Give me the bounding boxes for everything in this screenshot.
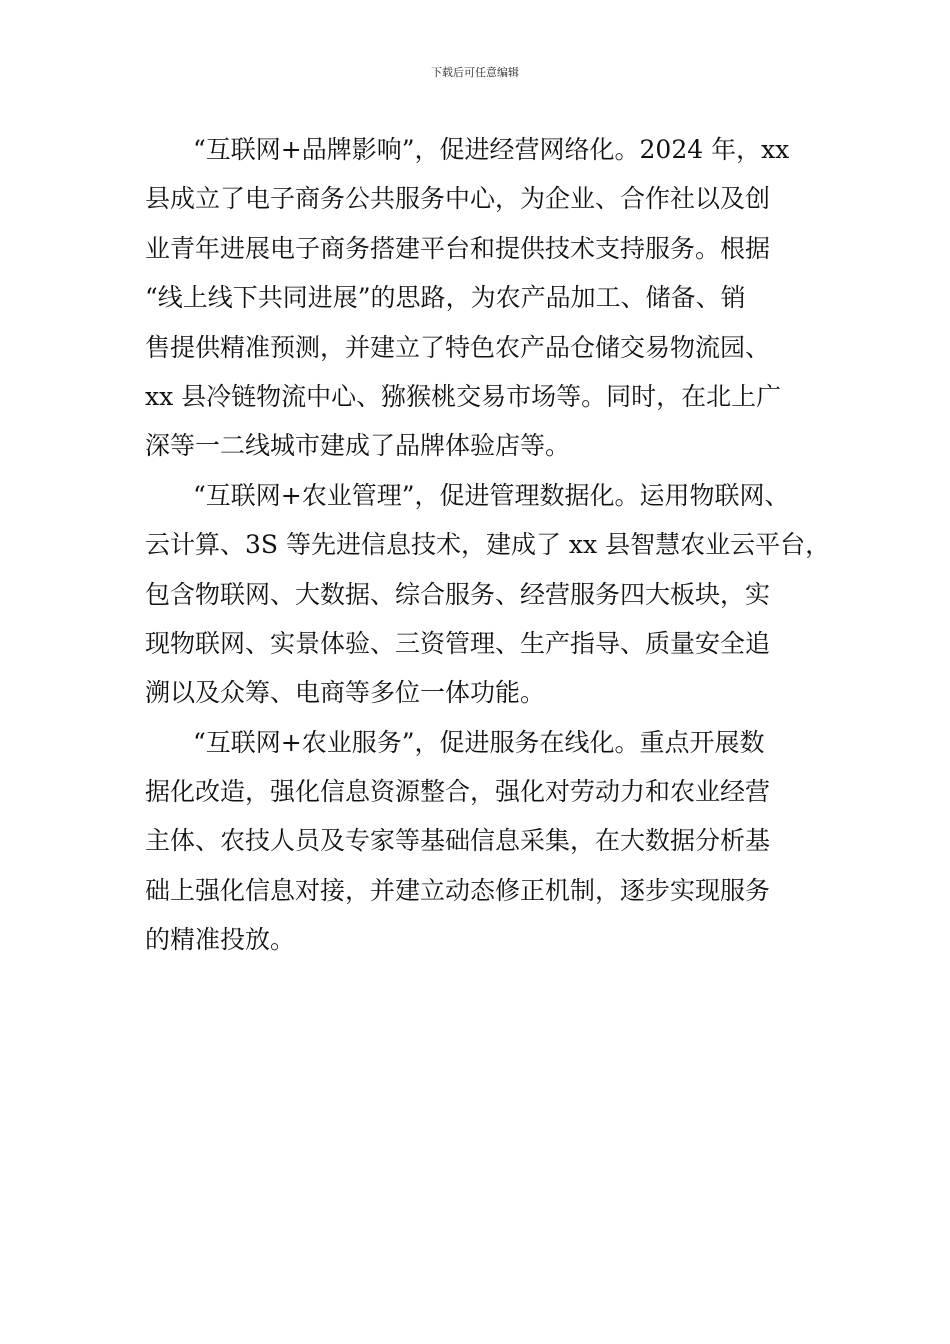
paragraph-3-line-5: 的精准投放。	[145, 925, 296, 955]
paragraph-3-line-1: “互联网+农业服务”，促进服务在线化。重点开展数	[193, 727, 765, 757]
paragraph-2-line-3: 包含物联网、大数据、综合服务、经营服务四大板块，实	[145, 579, 771, 609]
paragraph-3-line-3: 主体、农技人员及专家等基础信息采集，在大数据分析基	[145, 826, 771, 856]
paragraph-2-line-1: “互联网+农业管理”，促进管理数据化。运用物联网、	[193, 480, 790, 510]
paragraph-1-line-6: xx 县冷链物流中心、猕猴桃交易市场等。同时，在北上广	[145, 381, 782, 411]
paragraph-1-line-3: 业青年进展电子商务搭建平台和提供技术支持服务。根据	[145, 233, 771, 263]
paragraph-2-line-4: 现物联网、实景体验、三资管理、生产指导、质量安全追	[145, 628, 771, 658]
paragraph-1-line-7: 深等一二线城市建成了品牌体验店等。	[145, 431, 571, 461]
paragraph-1-line-1: “互联网+品牌影响”，促进经营网络化。2024 年，xx	[193, 135, 790, 164]
document-body	[145, 125, 835, 965]
paragraph-1-line-5: 售提供精准预测，并建立了特色农产品仓储交易物流园、	[145, 332, 771, 362]
paragraph-3-line-4: 础上强化信息对接，并建立动态修正机制，逐步实现服务	[145, 875, 771, 905]
paragraph-2-line-5: 溯以及众筹、电商等多位一体功能。	[145, 678, 546, 708]
paragraph-2-line-2: 云计算、3S 等先进信息技术，建成了 xx 县智慧农业云平台，	[145, 530, 831, 560]
page-header: 下载后可任意编辑	[431, 66, 519, 79]
paragraph-3-line-2: 据化改造，强化信息资源整合，强化对劳动力和农业经营	[145, 777, 771, 807]
paragraph-1-line-4: “线上线下共同进展”的思路，为农产品加工、储备、销	[145, 283, 746, 313]
paragraph-1-line-2: 县成立了电子商务公共服务中心，为企业、合作社以及创	[145, 184, 771, 214]
